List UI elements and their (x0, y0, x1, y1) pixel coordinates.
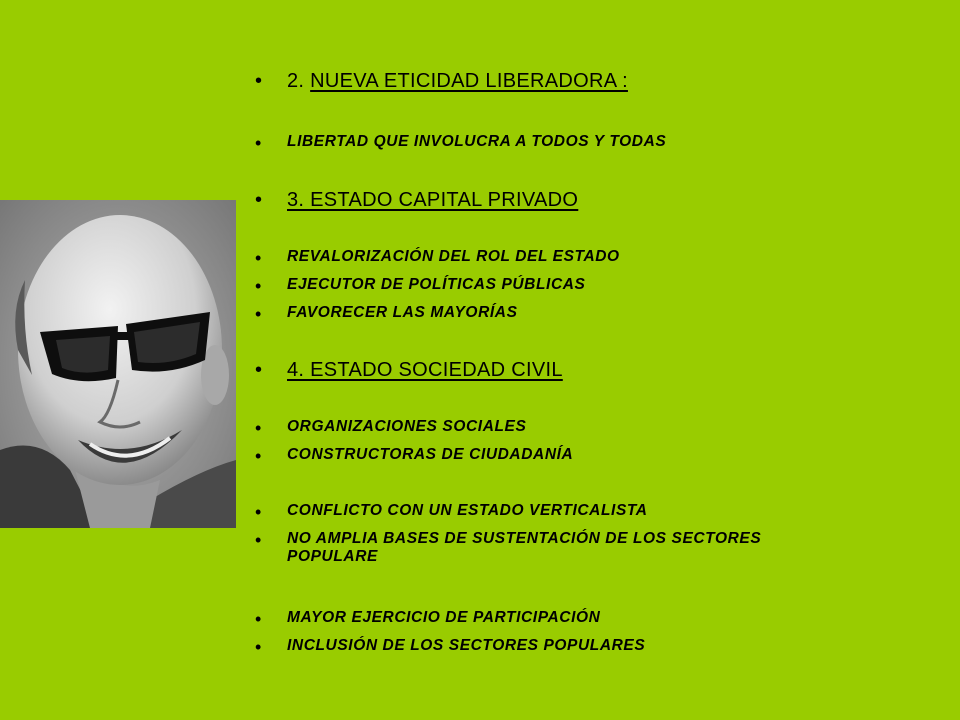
list-item (255, 304, 815, 324)
portrait-photo (0, 200, 236, 528)
heading-nueva-eticidad (255, 68, 815, 94)
list-item-text: ORGANIZACIONES SOCIALES (287, 418, 527, 435)
list-item-text: NO AMPLIA BASES DE SUSTENTACIÓN DE LOS SECTORES POPULARE (287, 530, 762, 565)
list-item-text: LIBERTAD QUE INVOLUCRA A TODOS Y TODAS (287, 133, 667, 150)
list-item (255, 502, 815, 522)
list-item-text: FAVORECER LAS MAYORÍAS (287, 304, 518, 321)
list-item-text: INCLUSIÓN DE LOS SECTORES POPULARES (287, 637, 646, 654)
bullet-icon: • (255, 609, 262, 629)
list-item (255, 133, 815, 153)
list-item (255, 637, 815, 657)
list-item (255, 276, 815, 296)
bullet-icon: • (255, 276, 262, 296)
portrait-icon (0, 200, 236, 528)
heading-title: 3. ESTADO CAPITAL PRIVADO (287, 189, 579, 211)
list-item (255, 418, 815, 438)
bullet-icon: • (255, 70, 263, 92)
list-item (255, 446, 815, 466)
bullet-icon: • (255, 446, 262, 466)
bullet-icon: • (255, 359, 263, 381)
heading-estado-sociedad-civil (255, 357, 815, 383)
heading-title: 4. ESTADO SOCIEDAD CIVIL (287, 359, 563, 381)
list-item (255, 248, 815, 268)
bullet-icon: • (255, 189, 263, 211)
list-item (255, 530, 815, 566)
list-item-text: CONSTRUCTORAS DE CIUDADANÍA (287, 446, 574, 463)
bullet-icon: • (255, 133, 262, 153)
heading-title: NUEVA ETICIDAD LIBERADORA : (310, 70, 628, 92)
bullet-icon: • (255, 304, 262, 324)
list-item-text: REVALORIZACIÓN DEL ROL DEL ESTADO (287, 248, 620, 265)
bullet-icon: • (255, 248, 262, 268)
bullet-icon: • (255, 530, 262, 550)
list-item-text: EJECUTOR DE POLÍTICAS PÚBLICAS (287, 276, 586, 293)
bullet-icon: • (255, 502, 262, 522)
list-item-text: CONFLICTO CON UN ESTADO VERTICALISTA (287, 502, 648, 519)
list-item (255, 609, 815, 629)
bullet-icon: • (255, 418, 262, 438)
heading-number: 2. (287, 70, 305, 92)
list-item-text: MAYOR EJERCICIO DE PARTICIPACIÓN (287, 609, 601, 626)
heading-estado-capital-privado (255, 187, 815, 213)
bullet-icon: • (255, 637, 262, 657)
